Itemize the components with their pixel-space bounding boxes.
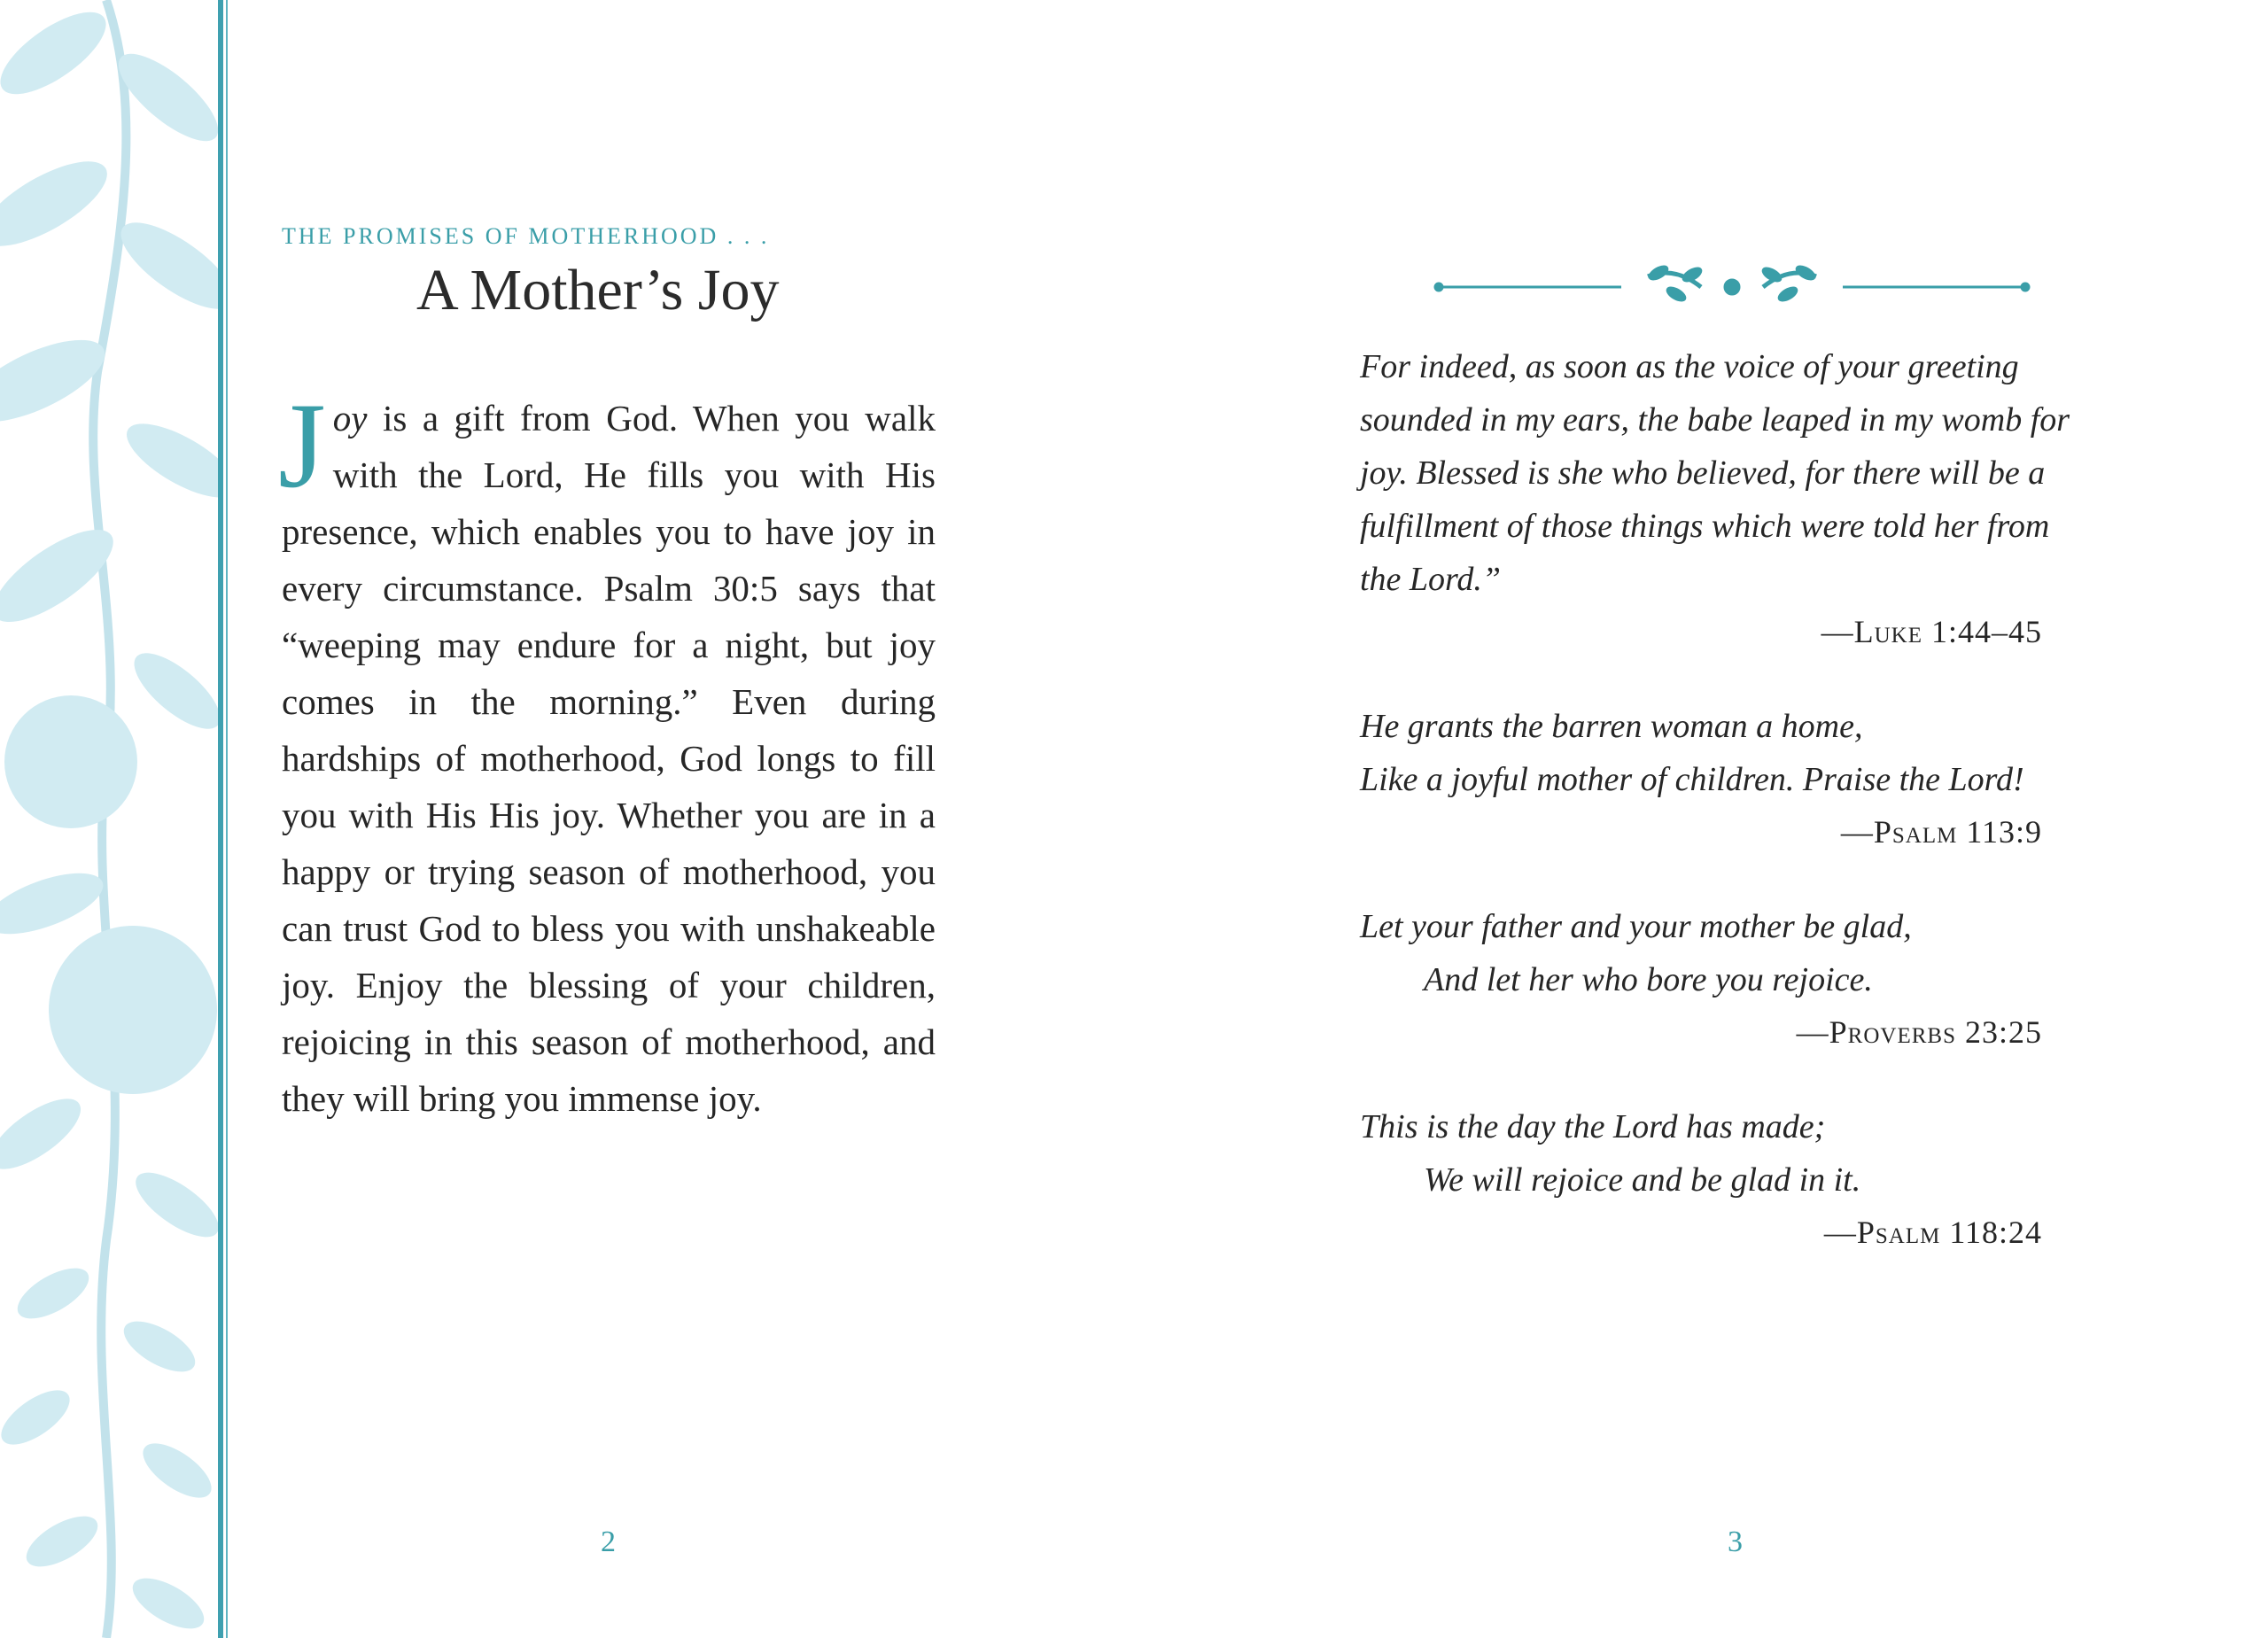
page-title: A Mother’s Joy: [416, 258, 780, 322]
body-text: is a gift from God. When you walk with the Lord, He fills you with His presence, which enables you to have joy in every circumstance. Psalm 30:5 says that “weeping may endure for a night, but joy comes in the morning.” Even during hardships of motherhood, God longs to fill you with His His joy. Whether you are in a happy or trying season of motherhood, you can trust God to bless you with unshakeable joy. Enjoy the blessing of your children, rejoicing in this season of motherhood, and they will bring you immense joy.: [282, 398, 936, 1119]
first-word-rest: oy: [332, 398, 368, 439]
verse-line: fulfillment of those things which were told her from: [1360, 508, 2050, 545]
verse-line: He grants the barren woman a home,: [1360, 708, 1863, 745]
section-kicker: THE PROMISES OF MOTHERHOOD . . .: [282, 223, 770, 249]
verse-block: [1360, 1100, 2104, 1258]
page-number-right: 3: [1728, 1525, 1743, 1558]
verse-line: sounded in my ears, the babe leaped in my womb for: [1360, 401, 2070, 439]
scripture-verses: [1360, 340, 2104, 1258]
drop-cap: J: [278, 377, 326, 513]
verse-reference: —Psalm 118:24: [1823, 1215, 2042, 1250]
verse-block: [1360, 340, 2104, 657]
verse-line: And let her who bore you rejoice.: [1424, 961, 1873, 998]
leaf-pattern-illustration: [0, 0, 218, 1638]
decorative-leaf-panel: [0, 0, 218, 1638]
verse-line: For indeed, as soon as the voice of your greeting: [1360, 348, 2019, 385]
verse-line: joy. Blessed is she who believed, for there will be a: [1360, 454, 2046, 492]
verse-reference: —Proverbs 23:25: [1796, 1014, 2042, 1050]
verse-block: [1360, 900, 2104, 1058]
ornamental-divider-icon: [1426, 250, 2038, 321]
vertical-border-rule: [218, 0, 223, 1638]
verse-line: the Lord.”: [1360, 561, 1502, 598]
verse-line: This is the day the Lord has made;: [1360, 1108, 1826, 1145]
vertical-border-rule-thin: [226, 0, 228, 1638]
verse-block: [1360, 700, 2104, 858]
verse-line: We will rejoice and be glad in it.: [1424, 1161, 1861, 1199]
verse-line: Like a joyful mother of children. Praise the Lord!: [1360, 761, 2024, 798]
verse-reference: —Psalm 113:9: [1840, 814, 2042, 850]
verse-line: Let your father and your mother be glad,: [1360, 908, 1912, 945]
page-number-left: 2: [601, 1525, 616, 1558]
verse-reference: —Luke 1:44–45: [1821, 614, 2042, 649]
body-paragraph: [278, 377, 936, 1127]
